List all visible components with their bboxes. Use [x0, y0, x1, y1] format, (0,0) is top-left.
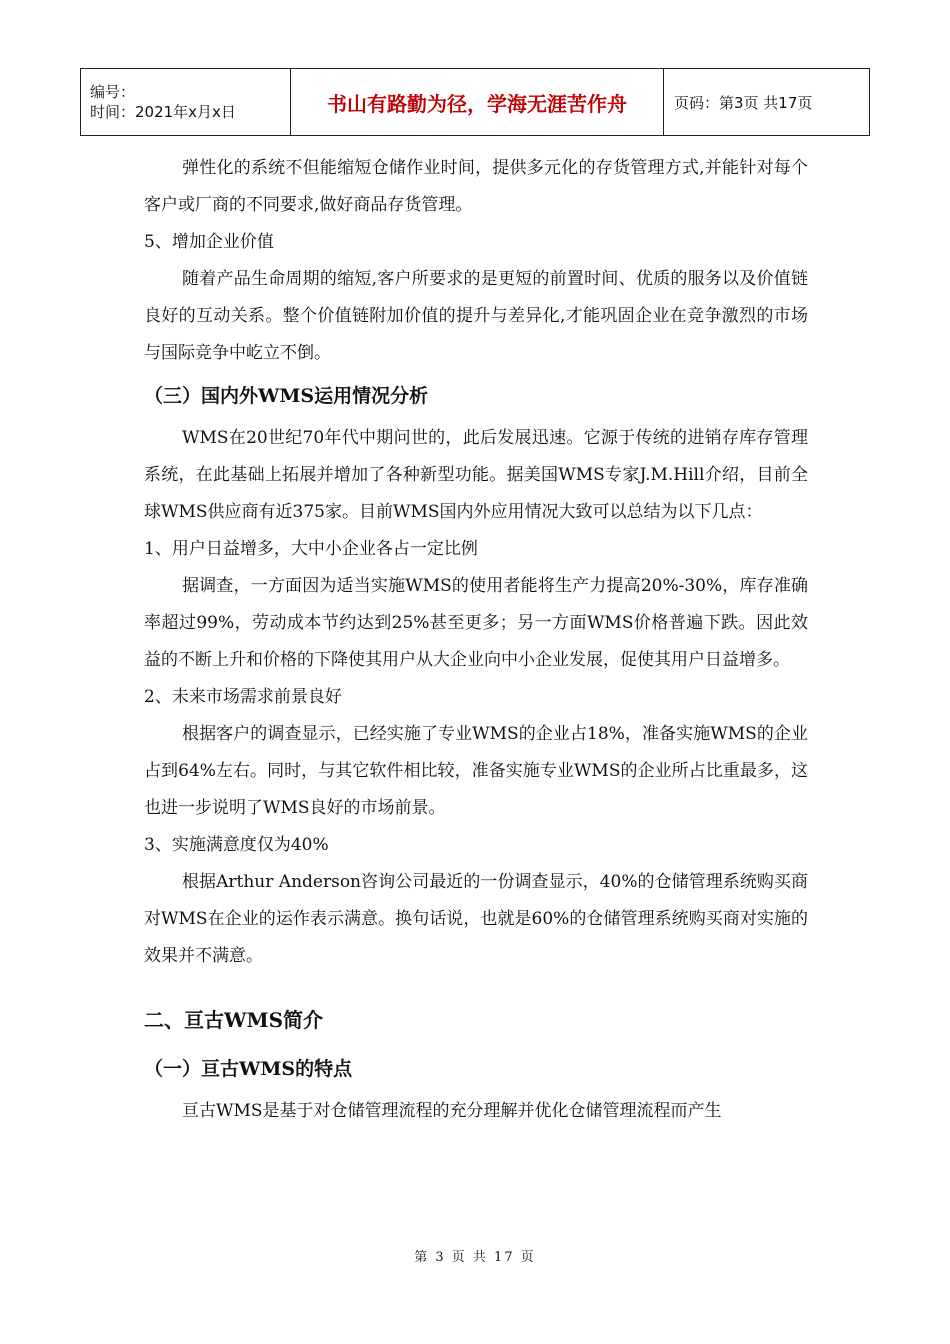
doc-number: 编号： [90, 83, 136, 101]
list-item: 1、用户日益增多，大中小企业各占一定比例 [144, 539, 478, 559]
section-heading: （三）国内外WMS运用情况分析 [144, 385, 429, 407]
paragraph: 据调查，一方面因为适当实施WMS的使用者能将生产力提高20%-30%，库存准确率超过99%，劳动成本节约达到25%甚至更多；另一方面WMS价格普遍下跌。因此效益的不断上升和价格的下降使其用户从大企业向中小企业发展，促使其用户日益增多。 [144, 576, 808, 670]
spacer [144, 975, 808, 995]
doc-time: 时间：2021年x月x日 [90, 103, 236, 121]
paragraph: 亘古WMS是基于对仓储管理流程的充分理解并优化仓储管理流程而产生 [182, 1101, 722, 1121]
list-item: 5、增加企业价值 [144, 232, 274, 252]
document-body [144, 150, 808, 1130]
header-motto: 书山有路勤为径，学海无涯苦作舟 [291, 69, 664, 136]
paragraph: WMS在20世纪70年代中期问世的，此后发展迅速。它源于传统的进销存库存管理系统，在此基础上拓展并增加了各种新型功能。据美国WMS专家J.M.Hill介绍，目前全球WMS供应商有近375家。目前WMS国内外应用情况大致可以总结为以下几点： [144, 428, 808, 522]
chapter-heading: 二、亘古WMS简介 [144, 1008, 324, 1032]
header-page-info: 页码：第3页 共17页 [664, 69, 870, 136]
list-item: 3、实施满意度仅为40% [144, 835, 329, 855]
page-footer: 第 3 页 共 17 页 [414, 1250, 536, 1265]
paragraph: 根据Arthur Anderson咨询公司最近的一份调查显示，40%的仓储管理系统购买商对WMS在企业的运作表示满意。换句话说，也就是60%的仓储管理系统购买商对实施的效果并不满意。 [144, 872, 808, 966]
paragraph: 弹性化的系统不但能缩短仓储作业时间，提供多元化的存货管理方式,并能针对每个客户或厂商的不同要求,做好商品存货管理。 [144, 158, 808, 215]
paragraph: 根据客户的调查显示，已经实施了专业WMS的企业占18%，准备实施WMS的企业占到64%左右。同时，与其它软件相比较，准备实施专业WMS的企业所占比重最多，这也进一步说明了WMS良好的市场前景。 [144, 724, 808, 818]
header-meta [81, 69, 291, 136]
paragraph: 随着产品生命周期的缩短,客户所要求的是更短的前置时间、优质的服务以及价值链良好的互动关系。整个价值链附加价值的提升与差异化,才能巩固企业在竞争激烈的市场与国际竞争中屹立不倒。 [144, 269, 808, 363]
list-item: 2、未来市场需求前景良好 [144, 687, 342, 707]
header-table [80, 68, 870, 136]
section-heading: （一）亘古WMS的特点 [144, 1058, 353, 1080]
